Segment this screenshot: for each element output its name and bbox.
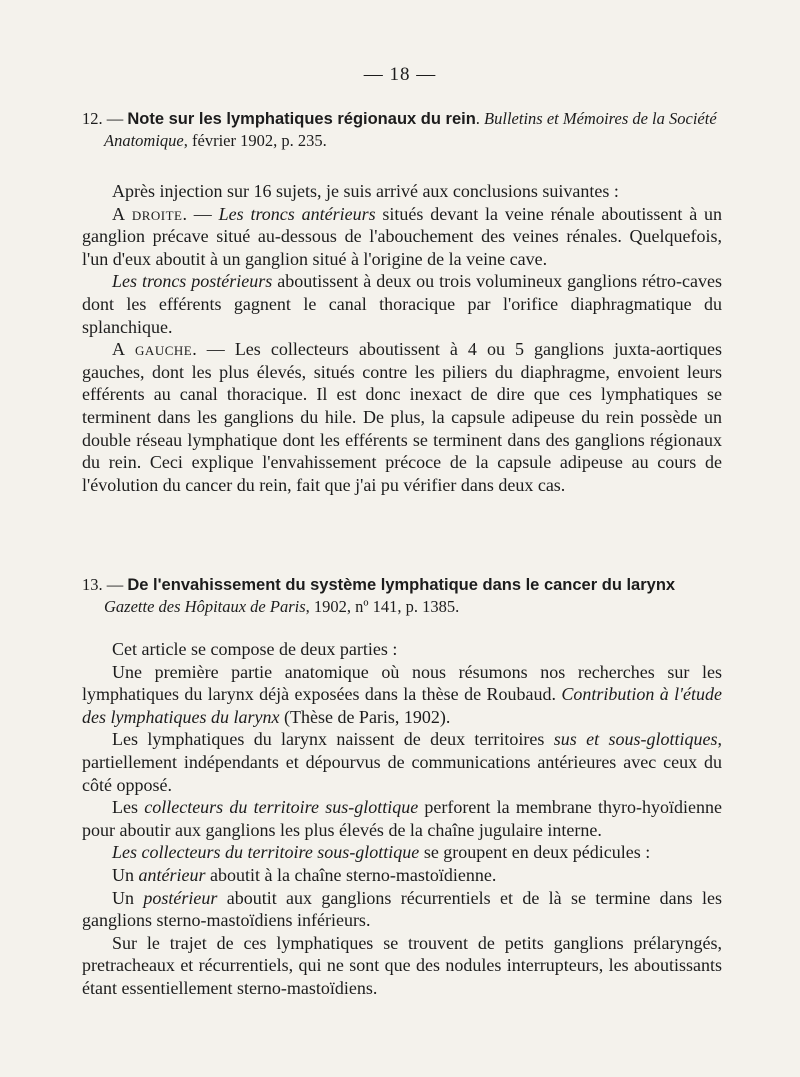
entry-body [82, 180, 722, 496]
paragraph: Les collecteurs du territoire sus-glottique perforent la membrane thyro-hyoïdienne pour aboutir aux ganglions les plus élevés de la chaîne jugulaire interne. [82, 797, 722, 840]
paragraph: Une première partie anatomique où nous résumons nos recherches sur les lymphatiques du larynx déjà exposées dans la thèse de Roubaud. Contribution à l'étude des lymphatiques du larynx (Thèse de Paris, 1902). [82, 661, 722, 727]
paragraph: A gauche. — Les collecteurs aboutissent à 4 ou 5 ganglions juxta-aortiques gauches, dont les plus élevés, situés contre les piliers du diaphragme, envoient leurs efférents au canal thoracique. Il est donc inexact de dire que ces lymphatiques se terminent dans les ganglions du hile. De plus, la capsule adipeuse du rein possède un double réseau lymphatique dont les efférents se terminent dans des ganglions régionaux du rein. Ceci explique l'envahissement précoce de la capsule adipeuse au cours de l'évolution du cancer du rein, fait que j'ai pu vérifier dans deux cas. [82, 339, 723, 495]
paragraph: Les collecteurs du territoire sous-glottique se groupent en deux pédicules : [112, 842, 651, 863]
entry-number: 13. [82, 575, 103, 594]
bibliography-entry [82, 108, 722, 496]
journal-name: Gazette des Hôpitaux de Paris [104, 597, 306, 616]
section-lead: A gauche [112, 339, 193, 360]
paragraph: Un postérieur aboutit aux ganglions récurrentiels et de là se termine dans les ganglions sterno-mastoïdiens inférieurs. [82, 887, 723, 931]
entry-number: 12. [82, 109, 103, 128]
citation-details: , février 1902, p. 235. [183, 131, 327, 150]
paragraph: Après injection sur 16 sujets, je suis arrivé aux conclusions suivantes : [112, 181, 619, 201]
page-number: — 18 — [363, 64, 437, 85]
paragraph: Un antérieur aboutit à la chaîne sterno-mastoïdienne. [112, 864, 497, 885]
paragraph: Les troncs postérieurs aboutissent à deux ou trois volumineux ganglions rétro-caves dont les efférents gagnent le canal thoracique par l'orifice diaphragmatique du splanchique. [82, 271, 723, 337]
entry-heading: 12. — Note sur les lymphatiques régionaux du rein. Bulletins et Mémoires de la Société Anatomique, février 1902, p. 235. [82, 109, 717, 150]
paragraph: Cet article se compose de deux parties : [112, 639, 398, 659]
journal-name: Bulletins et Mémoires de la Société Anatomique [104, 109, 717, 150]
paragraph: Sur le trajet de ces lymphatiques se trouvent de petits ganglions prélaryngés, pretracheaux et récurrentiels, qui ne sont que des nodules interrupteurs, les aboutissants étant essentiellement sterno-mastoïdiens. [82, 932, 722, 998]
article-title: De l'envahissement du système lymphatique dans le cancer du larynx [127, 576, 676, 594]
citation-details: , 1902, nº 141, p. 1385. [305, 597, 460, 616]
entry-heading: 13. — De l'envahissement du système lymphatique dans le cancer du larynx Gazette des Hôpitaux de Paris, 1902, nº 141, p. 1385. [82, 575, 676, 616]
paragraph: A droite. — Les troncs antérieurs situés devant la veine rénale aboutissent à un ganglion précave situé au-dessous de l'abouchement des veines rénales. Quelquefois, l'un d'eux aboutit à un ganglion situé à l'origine de la veine cave. [82, 203, 722, 269]
entry-body [82, 638, 722, 1000]
article-title: Note sur les lymphatiques régionaux du rein [127, 110, 476, 128]
section-lead: A droite [112, 203, 183, 224]
bibliography-entry [82, 574, 722, 1000]
paragraph: Les lymphatiques du larynx naissent de deux territoires sus et sous-glottiques, partiellement indépendants et dépourvus de communications antérieures avec ceux du côté opposé. [82, 729, 722, 795]
